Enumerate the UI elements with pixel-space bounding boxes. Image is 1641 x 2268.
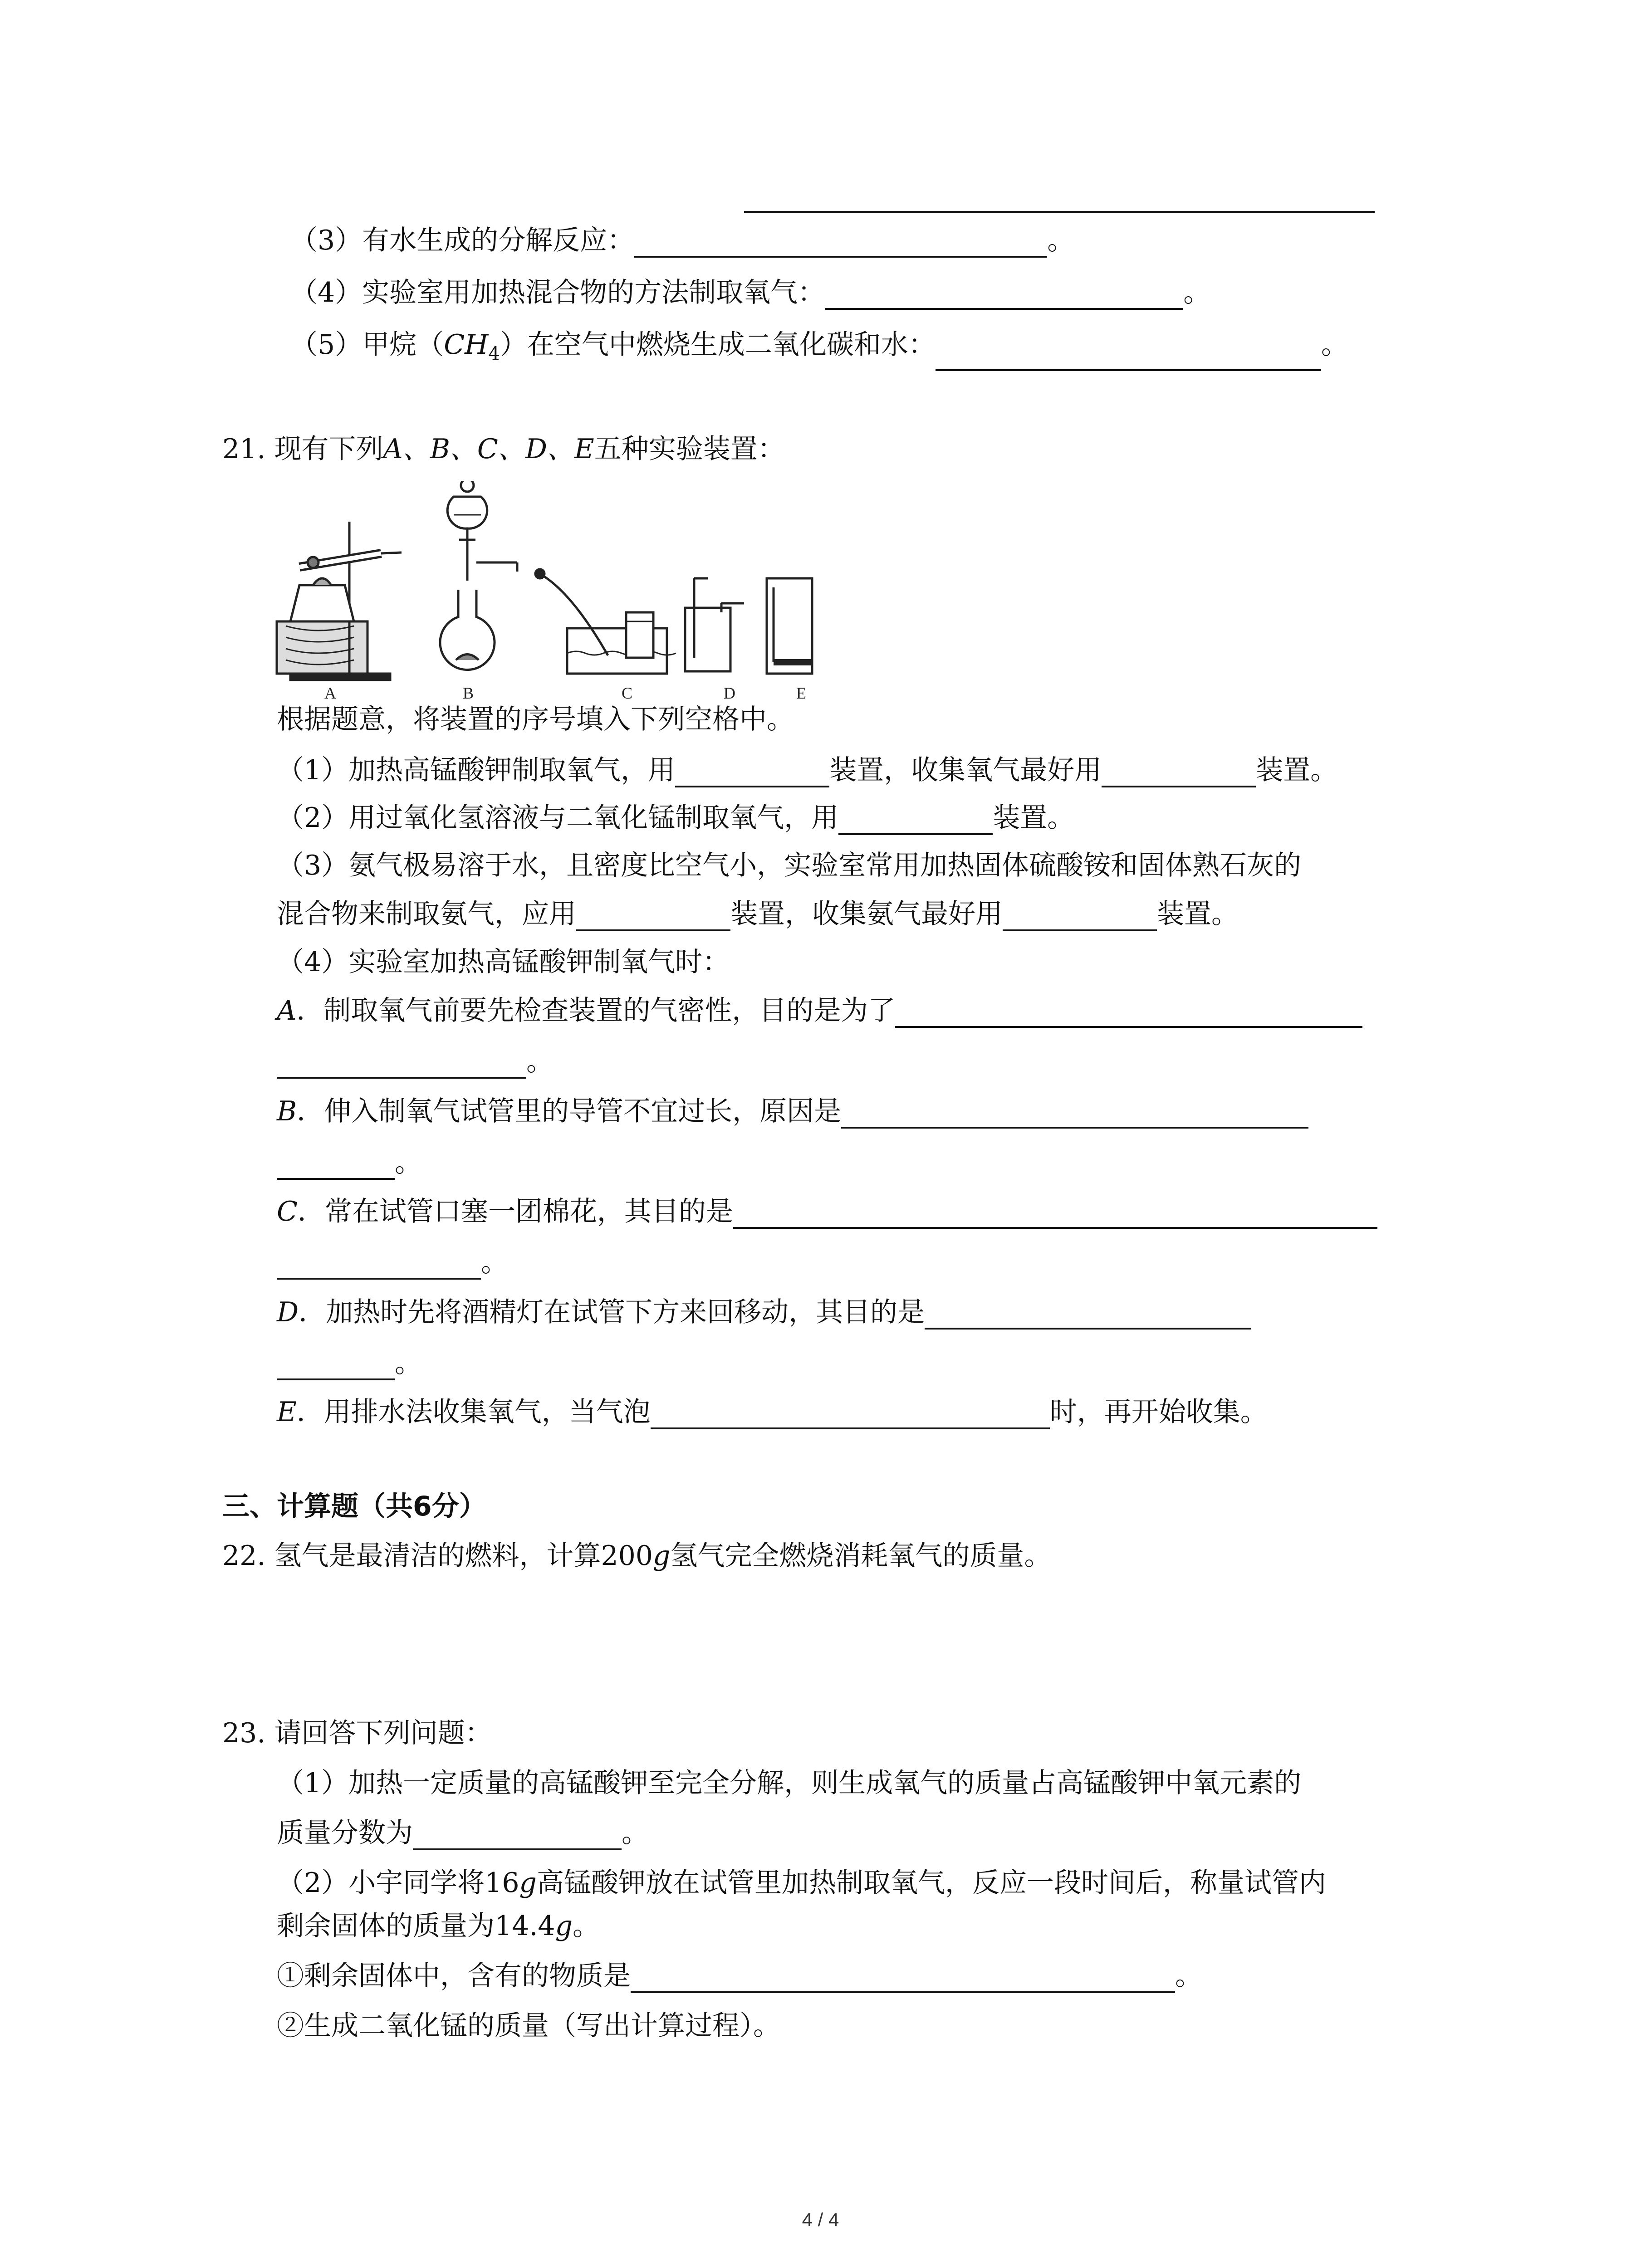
answer-blank[interactable] xyxy=(1003,904,1157,931)
label-b: B xyxy=(463,684,474,702)
q20-item-4: （4）实验室用加热混合物的方法制取氧气： 。 xyxy=(290,275,1210,310)
answer-blank[interactable] xyxy=(841,1101,1308,1129)
section-3-title: 三、计算题（共6分） xyxy=(222,1491,486,1522)
answer-blank[interactable] xyxy=(838,808,993,835)
page-number: 4 / 4 xyxy=(802,2209,839,2230)
answer-blank[interactable] xyxy=(733,1202,1377,1229)
q21-sub-3-line-2: 混合物来制取氨气，应用 装置，收集氨气最好用 装置。 xyxy=(277,897,1239,931)
label-d: D xyxy=(724,684,735,702)
q23-sub-2-line-1: （2）小宇同学将16g高锰酸钾放在试管里加热制取氧气，反应一段时间后，称量试管内 xyxy=(277,1867,1326,1899)
q21-c-line-2: 。 xyxy=(277,1245,508,1280)
q21-sub-2: （2）用过氧化氢溶液与二氧化锰制取氧气，用 装置。 xyxy=(277,801,1074,835)
q21-a-line-2: 。 xyxy=(277,1044,554,1079)
q21-sub-1: （1）加热高锰酸钾制取氧气，用 装置，收集氧气最好用 装置。 xyxy=(277,753,1337,787)
apparatus-c xyxy=(535,569,676,674)
answer-blank[interactable] xyxy=(277,1353,395,1380)
answer-blank[interactable] xyxy=(413,1823,622,1850)
answer-blank[interactable] xyxy=(631,1966,1175,1993)
q21-d-line-2: 。 xyxy=(277,1346,422,1380)
answer-blank[interactable] xyxy=(936,344,1321,371)
q23-sub-1-line-1: （1）加热一定质量的高锰酸钾至完全分解，则生成氧气的质量占高锰酸钾中氧元素的 xyxy=(277,1767,1302,1799)
answer-blank[interactable] xyxy=(576,904,730,931)
label-c: C xyxy=(622,684,633,702)
apparatus-figure xyxy=(272,481,862,703)
label-a: A xyxy=(324,684,336,702)
answer-blank[interactable] xyxy=(895,1001,1362,1028)
answer-blank[interactable] xyxy=(651,1402,1050,1429)
q22: 22. 氢气是最清洁的燃料，计算200g氢气完全燃烧消耗氧气的质量。 xyxy=(222,1540,1052,1572)
q21-b-line-1: B．伸入制氧气试管里的导管不宜过长，原因是 xyxy=(277,1094,1308,1129)
q23-sub-2-part-1: ①剩余固体中，含有的物质是 。 xyxy=(277,1959,1202,1993)
q21-d-line-1: D．加热时先将酒精灯在试管下方来回移动，其目的是 xyxy=(277,1295,1251,1330)
answer-blank[interactable] xyxy=(277,1252,481,1280)
q23-title: 23. 请回答下列问题： xyxy=(222,1717,492,1749)
q23-sub-2-line-2: 剩余固体的质量为14.4g。 xyxy=(277,1910,600,1942)
q21-sub-3-line-1: （3）氨气极易溶于水，且密度比空气小，实验室常用加热固体硫酸铵和固体熟石灰的 xyxy=(277,850,1302,881)
answer-blank[interactable] xyxy=(675,760,829,787)
q20-item-5: （5）甲烷$(CH_4)$在空气中燃烧生成二氧化碳和水： 。 xyxy=(290,327,1348,371)
q21-instructions: 根据题意，将装置的序号填入下列空格中。 xyxy=(277,704,794,735)
answer-blank[interactable] xyxy=(825,283,1183,310)
answer-blank[interactable] xyxy=(277,1153,395,1180)
q21-c-line-1: C．常在试管口塞一团棉花，其目的是 xyxy=(277,1194,1377,1229)
answer-blank[interactable] xyxy=(925,1302,1251,1330)
q21-sub-4: （4）实验室加热高锰酸钾制氧气时： xyxy=(277,946,730,978)
q23-sub-2-part-2: ②生成二氧化锰的质量（写出计算过程）。 xyxy=(277,2010,780,2042)
q21-b-line-2: 。 xyxy=(277,1145,422,1180)
apparatus-b xyxy=(440,481,517,670)
q21-title: 21. 现有下列A、B、C、D、E五种实验装置： xyxy=(222,433,785,465)
q21-e-line: E．用排水法收集氧气，当气泡 时，再开始收集。 xyxy=(277,1395,1268,1429)
apparatus-a xyxy=(277,522,402,680)
answer-blank[interactable] xyxy=(1102,760,1256,787)
label-e: E xyxy=(796,684,806,702)
q21-a-line-1: A．制取氧气前要先检查装置的气密性，目的是为了 xyxy=(277,993,1362,1028)
answer-blank[interactable] xyxy=(634,230,1047,258)
apparatus-e xyxy=(767,578,812,674)
apparatus-d xyxy=(685,578,744,671)
q20-item-3: （3）有水生成的分解反应： 。 xyxy=(290,223,1074,258)
answer-blank[interactable] xyxy=(277,1051,526,1079)
q23-sub-1-line-2: 质量分数为 。 xyxy=(277,1816,649,1850)
answer-line[interactable] xyxy=(744,211,1375,213)
